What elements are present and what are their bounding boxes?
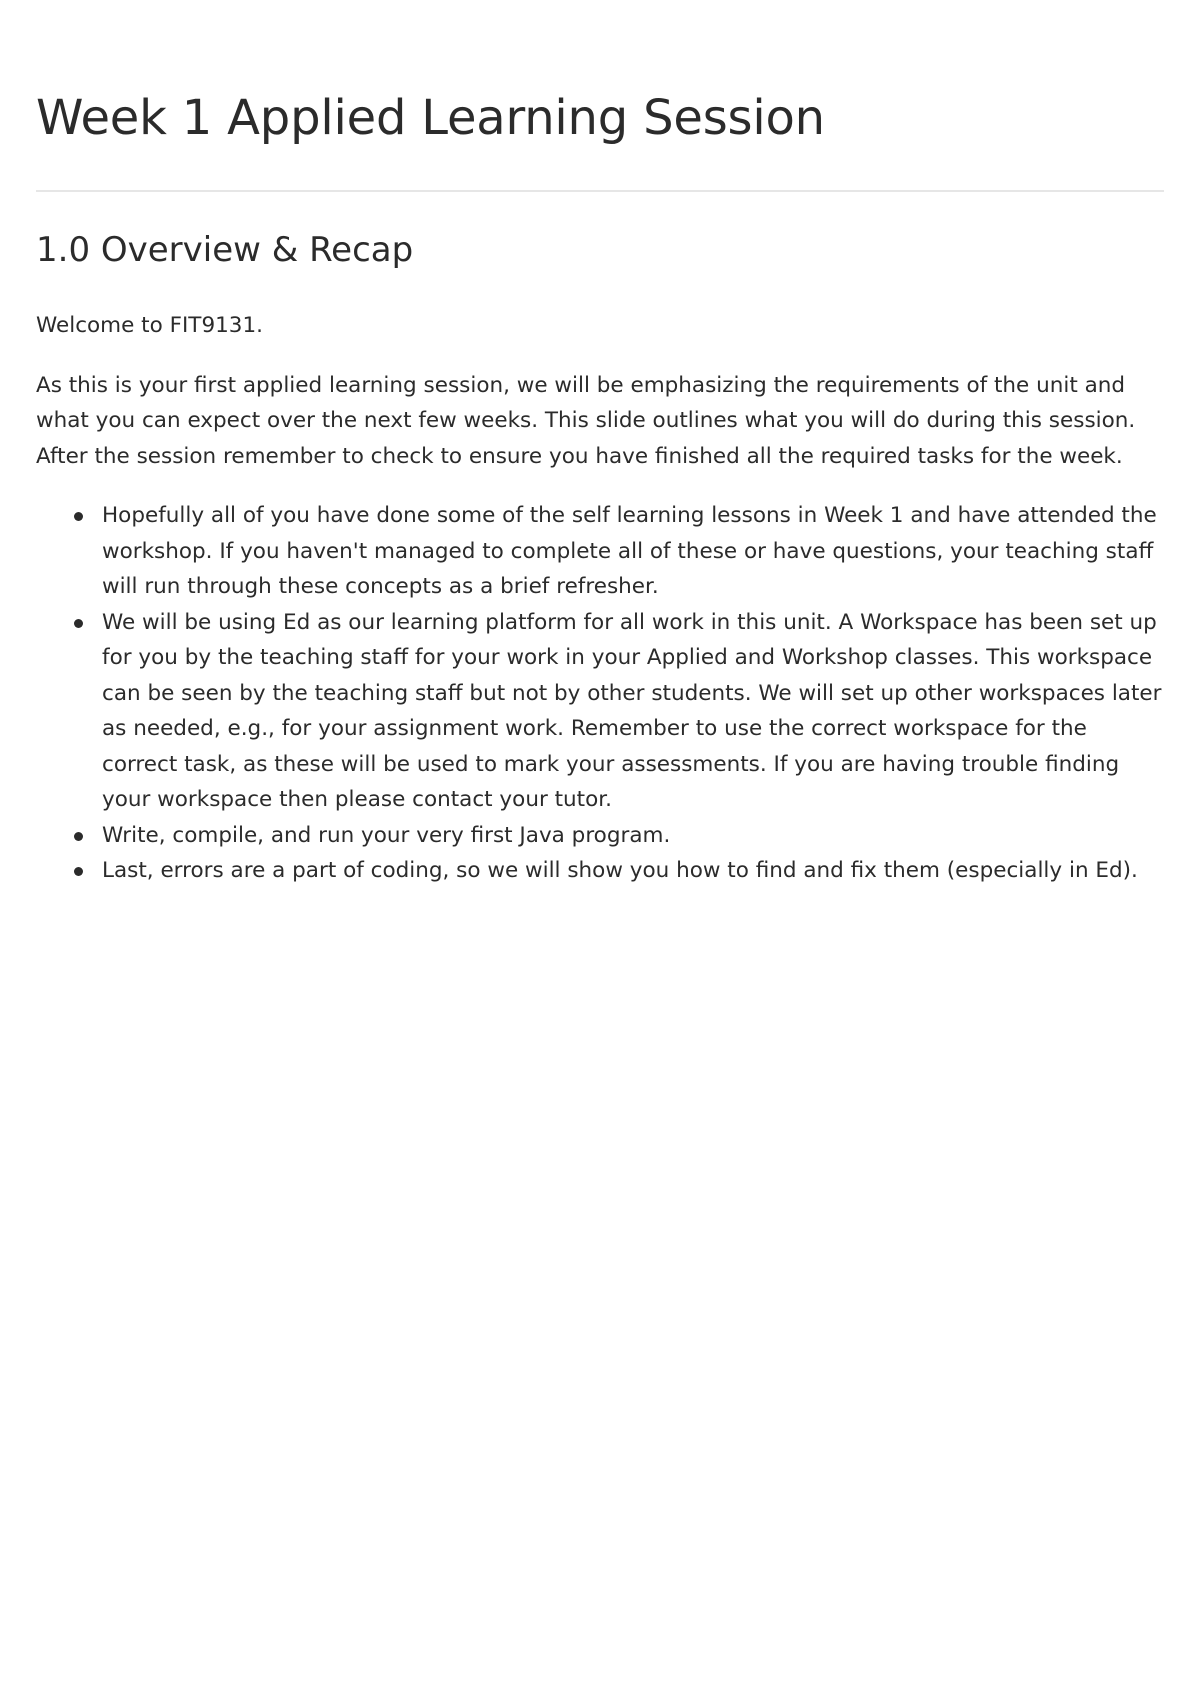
title-divider [36,190,1164,192]
bullet-item-first-java-program [102,818,1164,854]
bullet-text: Write, compile, and run your very first Java program. [102,822,671,848]
bullet-item-self-learning [102,498,1164,605]
bullet-text: Last, errors are a part of coding, so we will show you how to find and fix them (especially in Ed). [102,858,1138,883]
intro-paragraph: As this is your first applied learning session, we will be emphasizing the requirements of the unit and what you can expect over the next few weeks. This slide outlines what you will do during this session. After the session remember to check to ensure you have finished all the required tasks for the week. [36,372,1136,469]
bullet-text: Hopefully all of you have done some of the self learning lessons in Week 1 and have attended the workshop. If you haven't managed to complete all of these or have questions, your teaching staff will run through these concepts as a brief refresher. [102,503,1157,599]
page-title: Week 1 Applied Learning Session [36,90,825,146]
bullet-dot-icon [74,619,83,628]
bullet-text: We will be using Ed as our learning platform for all work in this unit. A Workspace has been set up for you by the teaching staff for your work in your Applied and Workshop classes. This workspace can be seen by the teaching staff but not by other students. We will set up other workspaces later as needed, e.g., for your assignment work. Remember to use the correct workspace for the correct task, as these will be used to mark your assessments. If you are having trouble finding your workspace then please contact your tutor. [102,609,1162,812]
section-heading: 1.0 Overview & Recap [36,230,414,270]
bullet-dot-icon [74,867,83,876]
bullet-dot-icon [74,512,83,521]
overview-bullet-list [36,498,1164,889]
welcome-text: Welcome to FIT9131. [36,313,263,338]
bullet-dot-icon [74,832,83,841]
bullet-item-errors [102,853,1164,889]
bullet-item-ed-platform [102,605,1164,818]
